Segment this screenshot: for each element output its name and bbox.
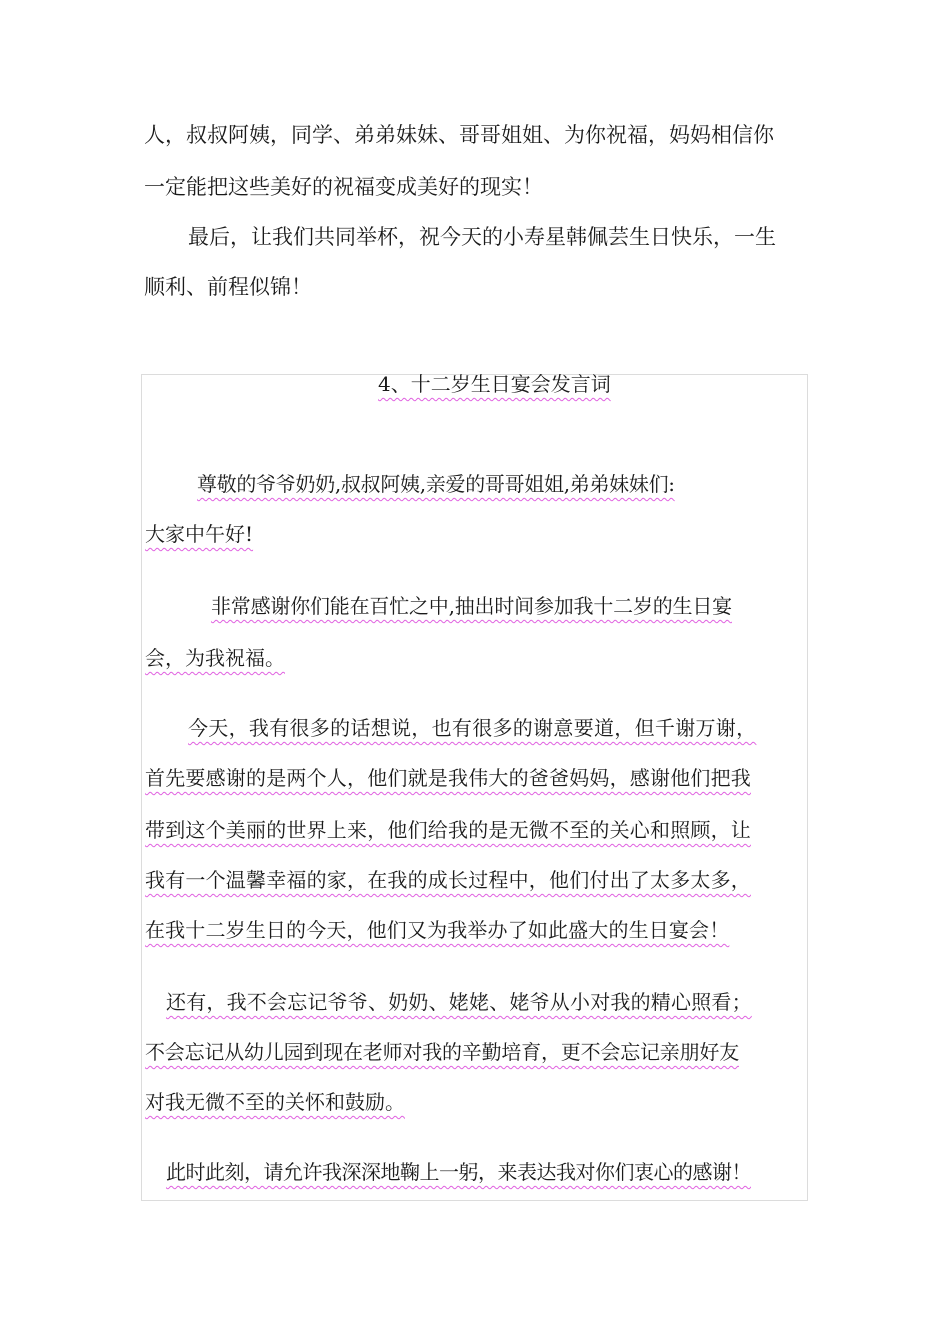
paragraph-line: 今天，我有很多的话想说，也有很多的谢意要道，但千谢万谢， <box>188 716 757 740</box>
paragraph-line: 顺利、前程似锦！ <box>144 275 312 299</box>
paragraph-line: 非常感谢你们能在百忙之中,抽出时间参加我十二岁的生日宴 <box>211 594 732 618</box>
paragraph-line: 人，叔叔阿姨，同学、弟弟妹妹、哥哥姐姐、为你祝福，妈妈相信你 <box>144 123 774 147</box>
paragraph-line: 会，为我祝福。 <box>145 646 285 670</box>
paragraph-line: 在我十二岁生日的今天，他们又为我举办了如此盛大的生日宴会！ <box>145 918 730 942</box>
paragraph-line: 还有，我不会忘记爷爷、奶奶、姥姥、姥爷从小对我的精心照看； <box>166 990 752 1014</box>
greeting-line: 尊敬的爷爷奶奶,叔叔阿姨,亲爱的哥哥姐姐,弟弟妹妹们: <box>197 472 675 496</box>
paragraph-line: 不会忘记从幼儿园到现在老师对我的辛勤培育，更不会忘记亲朋好友 <box>145 1040 739 1064</box>
greeting-line: 大家中午好! <box>145 522 254 546</box>
paragraph-line: 带到这个美丽的世界上来，他们给我的是无微不至的关心和照顾，让 <box>145 818 751 842</box>
paragraph-line: 此时此刻，请允许我深深地鞠上一躬，来表达我对你们衷心的感谢！ <box>166 1160 751 1184</box>
paragraph-line: 一定能把这些美好的祝福变成美好的现实！ <box>144 175 543 199</box>
speech-text-box <box>141 374 808 1201</box>
paragraph-line: 最后，让我们共同举杯，祝今天的小寿星韩佩芸生日快乐，一生 <box>188 225 776 249</box>
paragraph-line: 我有一个温馨幸福的家，在我的成长过程中，他们付出了太多太多， <box>145 868 751 892</box>
speech-title: 4、十二岁生日宴会发言词 <box>378 372 611 396</box>
paragraph-line: 对我无微不至的关怀和鼓励。 <box>145 1090 405 1114</box>
paragraph-line: 首先要感谢的是两个人，他们就是我伟大的爸爸妈妈，感谢他们把我 <box>145 766 751 790</box>
